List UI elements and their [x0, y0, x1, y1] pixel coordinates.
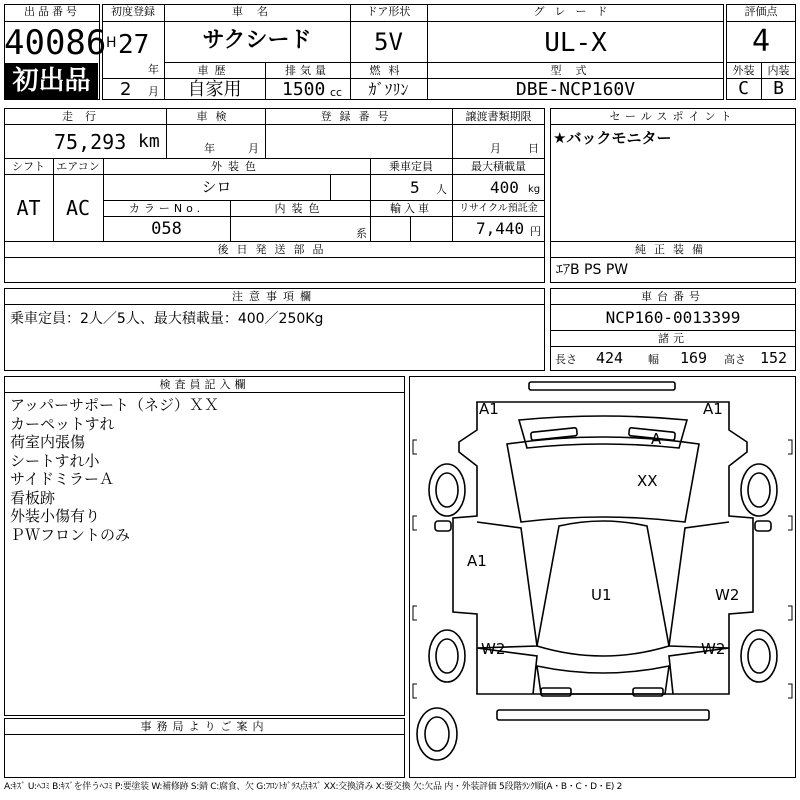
inspector-notes — [10, 396, 219, 544]
lot-number: 40086 — [4, 23, 107, 63]
mirror-left-shape — [435, 521, 451, 531]
shift-label: シフト — [12, 160, 45, 173]
score-label: 評価点 — [744, 5, 778, 18]
door-label: ドア形状 — [366, 5, 411, 18]
interior-color-unit: 系 — [356, 227, 367, 240]
car-name: サクシード — [202, 28, 312, 53]
inspector-line: 外装小傷有り — [10, 507, 101, 525]
ac-label: エアコン — [56, 160, 100, 173]
exterior-value: C — [738, 78, 749, 99]
grade-value: UL-X — [544, 28, 607, 58]
windshield-shape — [519, 416, 687, 448]
width-label: 幅 — [648, 353, 659, 366]
wheel-rear-left-shape — [429, 630, 465, 682]
height-label: 高さ — [724, 353, 746, 366]
equipment-text: ｴｱB PS PW — [556, 262, 629, 278]
spare-tire-shape — [417, 708, 457, 760]
spare-tire-inner — [425, 717, 449, 751]
chassis-label: 車台番号 — [641, 290, 705, 303]
recycle-unit: 円 — [530, 225, 541, 238]
length-value: 424 — [596, 349, 624, 367]
rear-hatch-shape — [537, 666, 669, 694]
inspection-month-unit: 月 — [248, 142, 259, 155]
rear-bumper-shape — [497, 710, 709, 720]
equipment-label: 純正装備 — [635, 243, 711, 256]
model-value: DBE-NCP160V — [515, 79, 636, 100]
exterior-label: 外装 — [732, 64, 755, 77]
inspector-line: カーペットすれ — [10, 414, 115, 433]
import-label: 輸入車 — [390, 202, 432, 215]
wheel-front-right-shape — [741, 464, 777, 516]
inspector-line: ＰＷフロントのみ — [10, 525, 131, 544]
wheel-front-left-inner — [436, 473, 458, 507]
load-value: 400 — [490, 178, 519, 197]
mark-front-right: A1 — [703, 400, 723, 418]
inspector-line: 荷室内張傷 — [10, 433, 86, 451]
notes-label: 注意事項欄 — [232, 290, 317, 303]
mark-front-left: A1 — [479, 400, 499, 418]
ac-value: AC — [65, 196, 91, 220]
inspection-year-unit: 年 — [204, 142, 215, 155]
capacity-unit: 人 — [436, 183, 447, 196]
transfer-day-unit: 日 — [528, 142, 539, 155]
first-listing-text: 初出品 — [12, 66, 91, 96]
right-doors-shape — [669, 522, 729, 648]
model-label: 型式 — [550, 64, 601, 77]
left-doors-shape — [477, 522, 537, 648]
legend-text: A:ｷｽﾞ U:ﾍｺﾐ B:ｷｽﾞを伴うﾍｺﾐ P:要塗装 W:補修跡 S:錆 C:腐食、欠 G:ﾌﾛﾝﾄｶﾞﾗｽ点ｷｽﾞ XX:交換済み X:要交換 欠:欠品 内・外装評価 5段階ﾗﾝｸ順(A・B・C・D・E) 2 — [4, 782, 623, 792]
interior-color-label: 内装色 — [274, 202, 326, 215]
office-label: 事務局よりご案内 — [140, 720, 269, 733]
fuel-value: ｶﾞｿﾘﾝ — [368, 80, 409, 99]
height-value: 152 — [760, 349, 788, 367]
wheel-rear-right-shape — [741, 630, 777, 682]
displacement-label: 排気量 — [285, 64, 330, 77]
color-no-value: 058 — [151, 219, 182, 239]
mark-rear-left: W2 — [481, 640, 506, 658]
month-unit: 月 — [148, 85, 159, 98]
inspector-line: シートすれ小 — [10, 451, 100, 470]
mark-windshield: A — [651, 430, 662, 448]
first-reg-month: 2 — [120, 79, 132, 100]
shift-value: AT — [16, 196, 41, 220]
wheel-rear-right-inner — [748, 639, 770, 673]
length-label: 長さ — [555, 353, 577, 366]
wheel-rear-left-inner — [436, 639, 458, 673]
year-unit: 年 — [148, 63, 159, 76]
load-label: 最大積載量 — [471, 160, 526, 173]
era-prefix: H — [106, 35, 117, 51]
inspector-line: アッパーサポート（ネジ）ＸＸ — [10, 396, 219, 414]
car-name-label: 車名 — [232, 5, 282, 18]
score-value: 4 — [751, 24, 771, 59]
recycle-value: 7,440 — [476, 219, 525, 238]
door-value: 5V — [374, 28, 403, 56]
width-value: 169 — [680, 349, 708, 367]
recycle-label: リサイクル預託金 — [459, 203, 538, 214]
mileage-unit: km — [138, 131, 160, 152]
color-value: シロ — [201, 178, 232, 196]
chassis-value: NCP160-0013399 — [605, 308, 741, 327]
wheel-front-right-inner — [748, 473, 770, 507]
inspector-label: 検査員記入欄 — [159, 378, 250, 391]
capacity-label: 乗車定員 — [389, 160, 433, 173]
mark-rear-right: W2 — [701, 640, 726, 658]
inspection-label: 車検 — [196, 110, 235, 123]
mark-right-side: W2 — [715, 586, 740, 604]
color-no-label: カラーNo. — [128, 202, 205, 215]
mirror-right-shape — [755, 521, 771, 531]
inspector-line: サイドミラーＡ — [10, 470, 114, 488]
mark-left-side: A1 — [467, 552, 487, 570]
interior-label: 内装 — [767, 64, 790, 77]
transfer-month-unit: 月 — [490, 142, 501, 155]
later-parts-label: 後日発送部品 — [217, 243, 332, 256]
front-bumper-shape — [529, 382, 675, 390]
sales-point-text: ★バックモニター — [553, 129, 672, 147]
color-label: 外装色 — [211, 160, 262, 173]
lot-number-label: 出品番号 — [24, 5, 80, 18]
sales-point-label: セールスポイント — [609, 110, 737, 123]
grade-label: グレード — [533, 5, 618, 18]
inspector-line: 看板跡 — [10, 488, 56, 507]
capacity-value: 5 — [410, 178, 420, 197]
fuel-label: 燃料 — [369, 64, 408, 77]
displacement-unit: cc — [330, 86, 343, 99]
car-outline-diagram — [409, 376, 796, 778]
dims-label: 諸元 — [658, 332, 688, 345]
history-label: 車歴 — [197, 64, 232, 77]
plate-label: 登録番号 — [320, 110, 397, 123]
history-value: 自家用 — [187, 79, 242, 100]
displacement-value: 1500 — [282, 79, 326, 100]
mileage-value: 75,293 — [54, 130, 127, 154]
mark-hood: XX — [637, 472, 658, 490]
first-reg-label: 初度登録 — [111, 5, 155, 18]
notes-text: 乗車定員：2人／5人、最大積載量：400／250Kg — [10, 311, 324, 327]
hood-shape — [507, 437, 699, 522]
first-reg-year: 27 — [118, 30, 150, 60]
interior-value: B — [773, 78, 784, 99]
wheel-front-left-shape — [429, 464, 465, 516]
transfer-label: 譲渡書類期限 — [465, 110, 532, 123]
load-unit: kg — [528, 184, 541, 195]
mark-roof: U1 — [591, 586, 612, 604]
mileage-label: 走行 — [62, 110, 108, 123]
